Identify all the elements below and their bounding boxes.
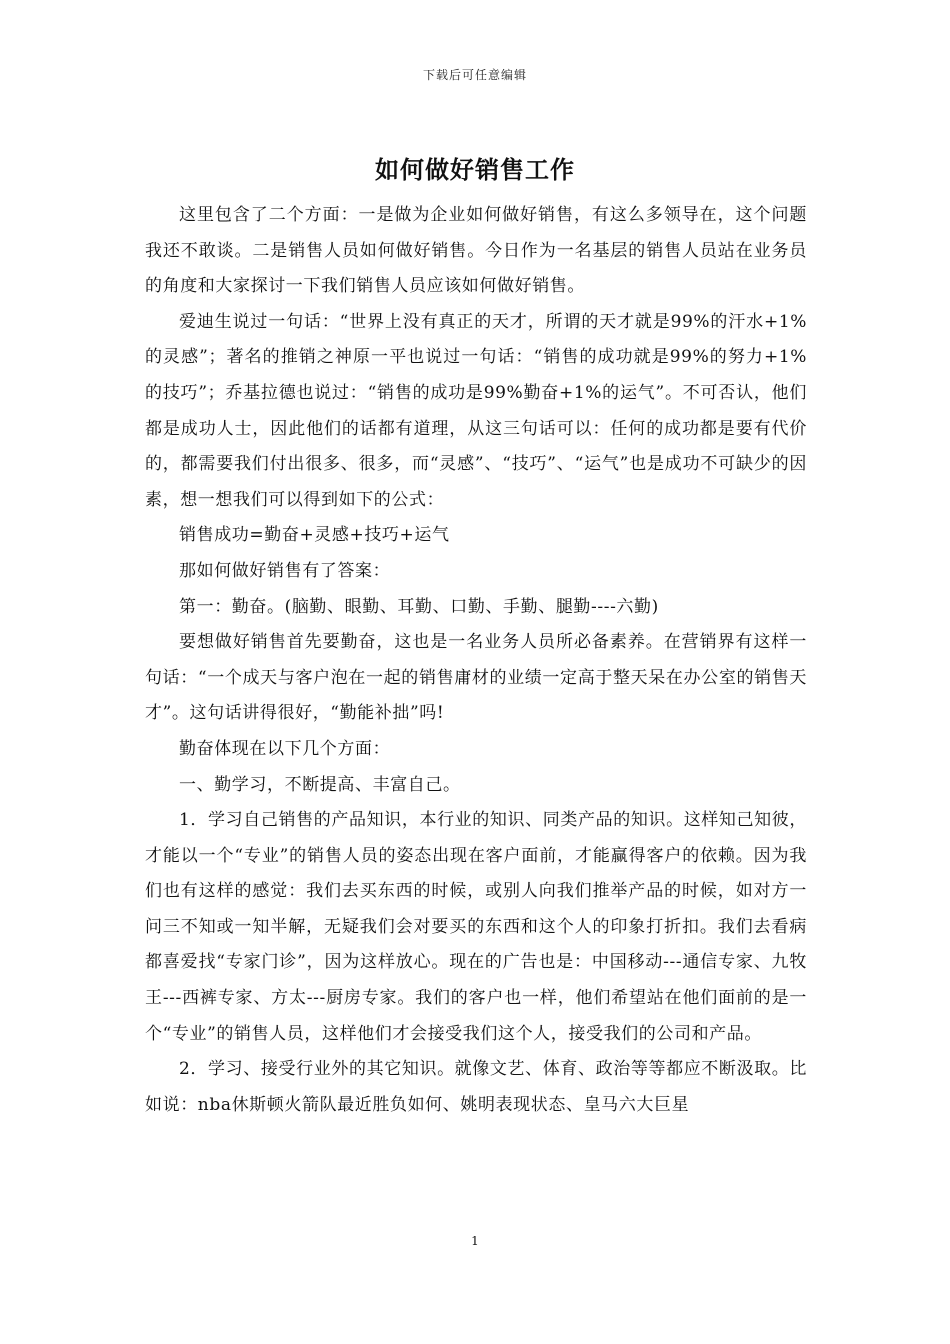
page-number: 1 [471,1234,479,1248]
paragraph: 勤奋体现在以下几个方面： [179,738,391,759]
section-heading: 第一：勤奋。(脑勤、眼勤、耳勤、口勤、手勤、腿勤----六勤) [179,596,659,617]
formula-line: 销售成功=勤奋+灵感+技巧+运气 [179,525,450,546]
paragraph: 那如何做好销售有了答案： [179,560,391,581]
paragraph: 2．学习、接受行业外的其它知识。就像文艺、体育、政治等等都应不断汲取。比如说：nba休斯顿火箭队最近胜负如何、姚明表现状态、皇马六大巨星 [145,1059,807,1115]
paragraph: 爱迪生说过一句话：“世界上没有真正的天才，所谓的天才就是99%的汗水+1%的灵感”；著名的推销之神原一平也说过一句话：“销售的成功就是99%的努力+1%的技巧”；乔基拉德也说过：“销售的成功是99%勤奋+1%的运气”。不可否认，他们都是成功人士，因此他们的话都有道理，从这三句话可以：任何的成功都是要有代价的，都需要我们付出很多、很多，而“灵感”、“技巧”、“运气”也是成功不可缺少的因素，想一想我们可以得到如下的公式： [145,311,807,510]
paragraph: 1．学习自己销售的产品知识，本行业的知识、同类产品的知识。这样知己知彼，才能以一个“专业”的销售人员的姿态出现在客户面前，才能赢得客户的依赖。因为我们也有这样的感觉：我们去买东西的时候，或别人向我们推举产品的时候，如对方一问三不知或一知半解，无疑我们会对要买的东西和这个人的印象打折扣。我们去看病都喜爱找“专家门诊”，因为这样放心。现在的广告也是：中国移动---通信专家、九牧王---西裤专家、方太---厨房专家。我们的客户也一样，他们希望站在他们面前的是一个“专业”的销售人员，这样他们才会接受我们这个人，接受我们的公司和产品。 [145,810,807,1044]
subsection-heading: 一、勤学习，不断提高、丰富自己。 [179,774,461,795]
document-title: 如何做好销售工作 [375,155,575,184]
header-note: 下载后可任意编辑 [422,68,527,82]
document-body [145,198,807,1123]
paragraph: 要想做好销售首先要勤奋，这也是一名业务人员所必备素养。在营销界有这样一句话：“一个成天与客户泡在一起的销售庸材的业绩一定高于整天呆在办公室的销售天才”。这句话讲得很好，“勤能补拙”吗! [145,632,807,724]
paragraph: 这里包含了二个方面：一是做为企业如何做好销售，有这么多领导在，这个问题我还不敢谈。二是销售人员如何做好销售。今日作为一名基层的销售人员站在业务员的角度和大家探讨一下我们销售人员应该如何做好销售。 [145,205,807,297]
